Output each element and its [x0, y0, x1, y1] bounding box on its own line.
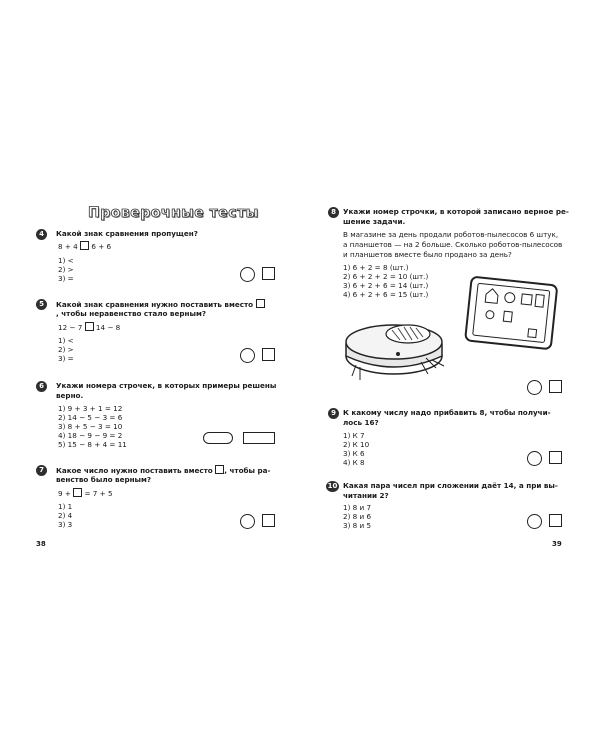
question-5-text-line2: , чтобы неравенство стало верным?	[56, 309, 206, 318]
answer-box[interactable]	[262, 267, 275, 280]
answer-option: 1) <	[58, 336, 74, 345]
answer-circle[interactable]	[240, 514, 255, 529]
answer-input-box[interactable]	[243, 432, 275, 444]
answer-box[interactable]	[262, 348, 275, 361]
question-number-badge: 9	[328, 408, 339, 419]
answer-option: 3) 3	[58, 520, 73, 529]
question-number-badge: 7	[36, 465, 47, 476]
answer-option: 4) 18 − 9 − 9 = 2	[58, 431, 123, 440]
answer-circle[interactable]	[240, 267, 255, 282]
answer-option: 2) 14 − 5 − 3 = 6	[58, 413, 123, 422]
answer-circle[interactable]	[527, 451, 542, 466]
answer-option: 2) >	[58, 265, 74, 274]
question-6-text-line2: верно.	[56, 391, 84, 400]
question-10-text-line2: читании 2?	[343, 491, 389, 500]
question-5-text: Какой знак сравнения нужно поставить вместо	[56, 299, 265, 310]
answer-option: 1) <	[58, 256, 74, 265]
question-5-expression: 12 − 7 14 − 8	[58, 323, 121, 332]
task-text-line: и планшетов вместе было продано за день?	[343, 250, 512, 259]
page-number-left: 38	[36, 540, 46, 548]
tablet-illustration	[462, 275, 562, 355]
answer-option: 2) >	[58, 345, 74, 354]
answer-option: 3) 8 + 5 − 3 = 10	[58, 422, 123, 431]
answer-box[interactable]	[549, 451, 562, 464]
answer-option: 1) К 7	[343, 431, 365, 440]
question-number-badge: 8	[328, 207, 339, 218]
answer-option: 3) 6 + 2 + 6 = 14 (шт.)	[343, 281, 429, 290]
robot-vacuum-illustration	[336, 310, 458, 388]
page-title: Проверочные тесты	[88, 205, 259, 221]
question-9-text-line2: лось 16?	[343, 418, 379, 427]
blank-box[interactable]	[85, 322, 94, 331]
answer-option: 1) 6 + 2 = 8 (шт.)	[343, 263, 409, 272]
answer-option: 2) К 10	[343, 440, 370, 449]
answer-option: 4) К 8	[343, 458, 365, 467]
answer-circle[interactable]	[527, 514, 542, 529]
blank-box[interactable]	[73, 488, 82, 497]
blank-box	[256, 299, 265, 308]
question-number-badge: 4	[36, 229, 47, 240]
question-4-expression: 8 + 4 6 + 6	[58, 242, 112, 251]
question-number-badge: 10	[327, 482, 338, 490]
task-text-line: В магазине за день продали роботов-пылесосов 6 штук,	[343, 230, 559, 239]
question-number-badge: 6	[36, 381, 47, 392]
blank-box	[215, 465, 224, 474]
question-8-text-line2: шение задачи.	[343, 217, 406, 226]
answer-option: 4) 6 + 2 + 6 = 15 (шт.)	[343, 290, 429, 299]
answer-option: 2) 6 + 2 + 2 = 10 (шт.)	[343, 272, 429, 281]
question-9-text: К какому числу надо прибавить 8, чтобы получи-	[343, 408, 551, 417]
answer-option: 3) К 6	[343, 449, 365, 458]
question-7-expression: 9 + = 7 + 5	[58, 489, 113, 498]
answer-option: 1) 8 и 7	[343, 503, 372, 512]
answer-option: 1) 9 + 3 + 1 = 12	[58, 404, 123, 413]
answer-option: 3) 8 и 5	[343, 521, 372, 530]
answer-option: 3) =	[58, 274, 74, 283]
question-7-text: Какое число нужно поставить вместо , чтобы ра-	[56, 466, 271, 475]
answer-circle[interactable]	[240, 348, 255, 363]
task-text-line: а планшетов — на 2 больше. Сколько роботов-пылесосов	[343, 240, 563, 249]
blank-box[interactable]	[80, 241, 89, 250]
answer-input-rounded[interactable]	[203, 432, 233, 444]
answer-option: 1) 1	[58, 502, 73, 511]
answer-option: 5) 15 − 8 + 4 = 11	[58, 440, 127, 449]
answer-box[interactable]	[549, 514, 562, 527]
question-10-text: Какая пара чисел при сложении даёт 14, а при вы-	[343, 481, 558, 490]
answer-option: 2) 8 и 6	[343, 512, 372, 521]
answer-option: 3) =	[58, 354, 74, 363]
question-7-text-line2: венство было верным?	[56, 475, 152, 484]
question-6-text: Укажи номера строчек, в которых примеры решены	[56, 381, 277, 390]
question-number-badge: 5	[36, 299, 47, 310]
question-4-text: Какой знак сравнения пропущен?	[56, 229, 198, 238]
page-number-right: 39	[552, 540, 562, 548]
answer-box[interactable]	[549, 380, 562, 393]
question-8-text: Укажи номер строчки, в которой записано верное ре-	[343, 207, 569, 216]
answer-box[interactable]	[262, 514, 275, 527]
answer-option: 2) 4	[58, 511, 73, 520]
answer-circle[interactable]	[527, 380, 542, 395]
